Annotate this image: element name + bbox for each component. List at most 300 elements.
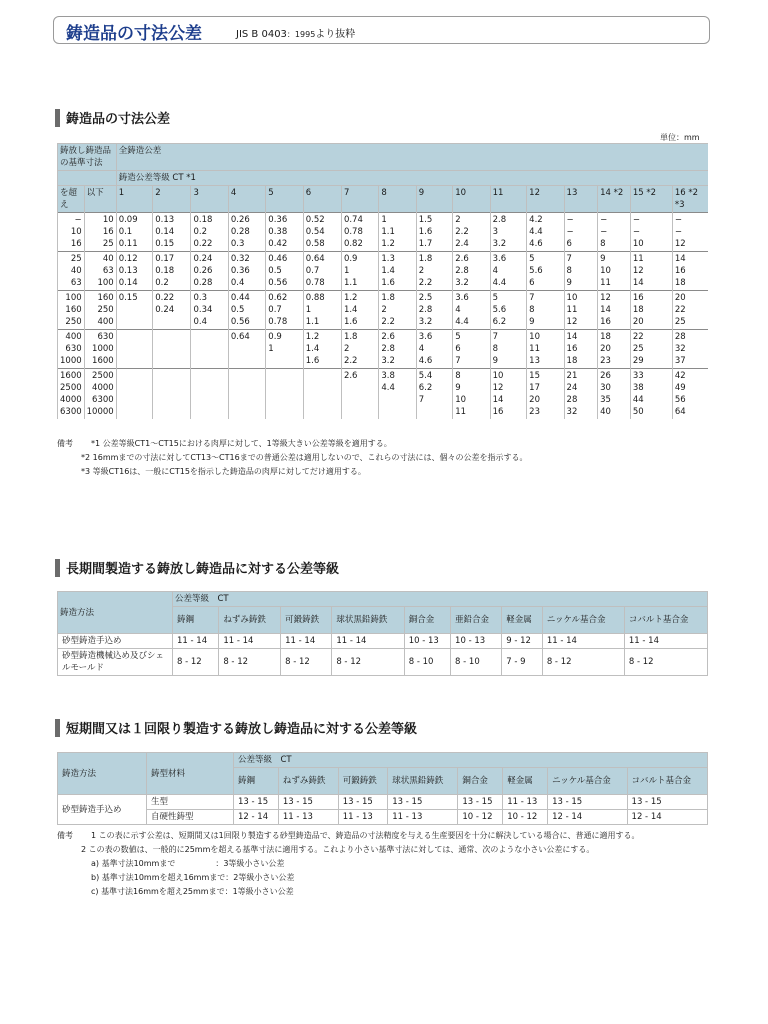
grade-col-header: 3 xyxy=(191,186,228,213)
cell-line: 160 xyxy=(65,305,82,315)
cell-line: 5.4 xyxy=(418,371,433,381)
cell-line: 1.6 xyxy=(343,317,358,327)
cell-line: 18 xyxy=(566,356,578,366)
value-cell: 11 - 13 xyxy=(338,810,388,825)
material-header: 可鍛鋳鉄 xyxy=(281,607,332,634)
cell-line: 1000 xyxy=(60,356,82,366)
grade-header: 鋳造公差等級 CT *1 xyxy=(116,171,708,186)
value-cell: 8 - 12 xyxy=(624,649,707,676)
cell-line: 14 xyxy=(566,332,578,342)
cell-line: 1.6 xyxy=(381,278,395,288)
cell-line: 1 xyxy=(381,215,387,225)
cell-line: 0.9 xyxy=(343,254,358,264)
value-cell xyxy=(672,330,708,369)
upto-cell xyxy=(84,213,116,252)
cell-line: 0.88 xyxy=(305,293,325,303)
over-cell xyxy=(58,252,85,291)
cell-line: 1.8 xyxy=(343,332,358,342)
value-cell: 11 - 14 xyxy=(281,634,332,649)
cell-line: 6 xyxy=(566,239,572,249)
value-cell: 8 - 12 xyxy=(542,649,624,676)
cell-line: 0.24 xyxy=(193,254,213,264)
cell-line: 0.26 xyxy=(230,215,250,225)
cell-line: 0.14 xyxy=(118,278,138,288)
table-row-group xyxy=(58,330,709,369)
header-row xyxy=(58,171,709,186)
cell-line: 25 xyxy=(70,254,82,264)
subtitle-tail: より抜粋 xyxy=(315,29,356,40)
value-cell xyxy=(416,213,453,252)
cell-line: 26 xyxy=(600,371,611,381)
cell-line: 0.5 xyxy=(268,266,282,276)
value-cell xyxy=(228,291,265,330)
value-cell xyxy=(379,252,416,291)
cell-line: 28 xyxy=(566,395,578,405)
value-cell xyxy=(116,213,153,252)
cell-line: 2.6 xyxy=(455,254,469,264)
note-2: 2 この表の数値は、一般的に25mmを超える基準寸法に適用する。これより小さい基準寸法に対しては、通常、次のような小さい公差にする。 xyxy=(81,845,595,854)
cell-line: 33 xyxy=(632,371,644,381)
cell-line: 25 xyxy=(632,344,644,354)
cell-line: 2.5 xyxy=(418,293,433,303)
cell-line: 4.6 xyxy=(529,239,543,249)
value-cell xyxy=(598,252,631,291)
value-cell xyxy=(453,291,490,330)
grade-col-header: 16 *2 *3 xyxy=(672,186,708,213)
cell-line: 56 xyxy=(674,395,686,405)
method-cell: 砂型鋳造手込め xyxy=(58,634,173,649)
cell-line: 12 xyxy=(566,317,578,327)
cell-line: 20 xyxy=(674,293,686,303)
cell-line: 4.4 xyxy=(381,383,395,393)
cell-line: 0.26 xyxy=(193,266,213,276)
method-cell: 砂型鋳造手込め xyxy=(58,795,147,825)
cell-line: 0.15 xyxy=(118,293,138,303)
value-cell: 8 - 12 xyxy=(281,649,332,676)
blank-header xyxy=(58,171,117,186)
cell-line: 24 xyxy=(566,383,578,393)
cell-line: 2 xyxy=(418,266,425,276)
unit-label: 単位：mm xyxy=(660,133,700,142)
material-header: 軽金属 xyxy=(502,607,543,634)
cell-line: 2 xyxy=(343,344,350,354)
cell-line: 1.1 xyxy=(343,278,358,288)
cell-line: 4.6 xyxy=(418,356,433,366)
cell-line: 250 xyxy=(65,317,82,327)
value-cell xyxy=(453,369,490,420)
value-cell: 8 - 10 xyxy=(404,649,450,676)
value-cell: 13 - 15 xyxy=(627,795,707,810)
cell-line: 13 xyxy=(529,356,540,366)
value-cell xyxy=(598,213,631,252)
value-cell: 12 - 14 xyxy=(627,810,707,825)
value-cell xyxy=(341,252,378,291)
note-b: b) 基準寸法10mmを超え16mmまで：2等級小さい公差 xyxy=(91,873,295,882)
value-cell xyxy=(598,330,631,369)
cell-line: 0.13 xyxy=(118,266,138,276)
value-cell xyxy=(379,291,416,330)
value-cell xyxy=(153,369,191,420)
value-cell xyxy=(564,213,598,252)
grade-col-header: 12 xyxy=(527,186,564,213)
cell-line: 0.64 xyxy=(305,254,325,264)
cell-line: 0.22 xyxy=(193,239,213,249)
value-cell xyxy=(191,330,228,369)
cell-line: 28 xyxy=(674,332,686,342)
material-header: ねずみ鋳鉄 xyxy=(219,607,281,634)
cell-line: 0.52 xyxy=(305,215,325,225)
value-cell: 11 - 13 xyxy=(278,810,338,825)
upto-cell xyxy=(84,252,116,291)
cell-line: 400 xyxy=(97,317,114,327)
value-cell xyxy=(527,291,564,330)
value-cell xyxy=(630,213,672,252)
cell-line: 4.4 xyxy=(529,227,543,237)
heading-bar xyxy=(55,719,60,737)
cell-line: 20 xyxy=(632,317,644,327)
cell-line: 14 xyxy=(600,305,611,315)
header-row xyxy=(58,144,709,171)
value-cell: 11 - 14 xyxy=(624,634,707,649)
cell-line: 16 xyxy=(492,407,504,417)
heading-bar xyxy=(55,109,60,127)
section-heading-2: 長期間製造する鋳放し鋳造品に対する公差等級 xyxy=(55,558,339,577)
value-cell xyxy=(630,252,672,291)
value-cell xyxy=(672,369,708,420)
cell-line: 0.1 xyxy=(118,227,133,237)
cell-line: 9 xyxy=(566,278,572,288)
cell-line: 0.22 xyxy=(155,293,175,303)
mold-header: 鋳型材料 xyxy=(147,753,234,795)
cell-line: 1.1 xyxy=(305,317,320,327)
value-cell xyxy=(527,330,564,369)
cell-line: 12 xyxy=(492,383,504,393)
cell-line: 5 xyxy=(492,293,499,303)
cell-line: 16 xyxy=(674,266,686,276)
value-cell: 10 - 13 xyxy=(404,634,450,649)
cell-line: 2.2 xyxy=(455,227,469,237)
value-cell xyxy=(527,369,564,420)
section-heading-3: 短期間又は１回限り製造する鋳放し鋳造品に対する公差等級 xyxy=(55,718,417,737)
cell-line: 1.8 xyxy=(381,293,395,303)
value-cell: 11 - 14 xyxy=(332,634,404,649)
cell-line: 1.8 xyxy=(418,254,433,264)
cell-line: 2500 xyxy=(92,371,114,381)
grade-col-header: 9 xyxy=(416,186,453,213)
value-cell xyxy=(564,369,598,420)
cell-line: 37 xyxy=(674,356,686,366)
cell-line: 1.5 xyxy=(418,215,433,225)
value-cell: 13 - 15 xyxy=(548,795,627,810)
mold-cell: 生型 xyxy=(147,795,234,810)
cell-line: 10000 xyxy=(86,407,114,417)
cell-line: 16 xyxy=(566,344,578,354)
material-header: 銅合金 xyxy=(458,768,503,795)
cell-line: 0.36 xyxy=(268,215,288,225)
cell-line: 2500 xyxy=(60,383,82,393)
cell-line: 16 xyxy=(70,239,82,249)
header-row xyxy=(58,592,708,607)
cell-line: 0.78 xyxy=(305,278,325,288)
cell-line: − xyxy=(674,215,682,225)
grade-header: 公差等級 CT xyxy=(173,592,708,607)
tolerance-table xyxy=(57,143,708,419)
cell-line: 21 xyxy=(566,371,578,381)
cell-line: 0.3 xyxy=(230,239,245,249)
cell-line: 8 xyxy=(529,305,535,315)
value-cell: 13 - 15 xyxy=(458,795,503,810)
method-header: 鋳造方法 xyxy=(58,592,173,634)
value-cell xyxy=(672,252,708,291)
cell-line: 0.78 xyxy=(343,227,363,237)
cell-line: 3.6 xyxy=(455,293,469,303)
value-cell xyxy=(191,252,228,291)
cell-line: 7 xyxy=(492,332,499,342)
value-cell xyxy=(564,252,598,291)
cell-line: 1.7 xyxy=(418,239,433,249)
cell-line: 14 xyxy=(632,278,644,288)
cell-line: 0.74 xyxy=(343,215,363,225)
cell-line: 1.4 xyxy=(381,266,395,276)
value-cell xyxy=(490,252,527,291)
value-cell xyxy=(453,330,490,369)
cell-line: 400 xyxy=(65,332,82,342)
notes-label: 備考 xyxy=(57,439,73,448)
cell-line: 11 xyxy=(566,305,578,315)
value-cell xyxy=(490,369,527,420)
value-cell xyxy=(266,369,303,420)
value-cell xyxy=(564,291,598,330)
section-heading-1: 鋳造品の寸法公差 xyxy=(55,108,170,127)
cell-line: 8 xyxy=(492,344,499,354)
value-cell: 12 - 14 xyxy=(234,810,279,825)
cell-line: 1600 xyxy=(60,371,82,381)
material-header: 軽金属 xyxy=(503,768,548,795)
cell-line: 630 xyxy=(97,332,114,342)
cell-line: 1.3 xyxy=(381,254,395,264)
table-row xyxy=(58,810,708,825)
heading-bar xyxy=(55,559,60,577)
cell-line: 7 xyxy=(418,395,425,405)
cell-line: 0.56 xyxy=(230,317,250,327)
table-row-group xyxy=(58,213,709,252)
cell-line: 6300 xyxy=(60,407,82,417)
value-cell xyxy=(266,330,303,369)
cell-line: 4.4 xyxy=(492,278,507,288)
value-cell xyxy=(303,252,341,291)
page-subtitle xyxy=(236,25,355,40)
value-cell xyxy=(191,213,228,252)
cell-line: 0.34 xyxy=(193,305,213,315)
mold-cell: 自硬性鋳型 xyxy=(147,810,234,825)
cell-line: 32 xyxy=(674,344,686,354)
cell-line: 4000 xyxy=(92,383,114,393)
table-row xyxy=(58,634,708,649)
cell-line: 9 xyxy=(455,383,461,393)
value-cell xyxy=(116,369,153,420)
material-header: ねずみ鋳鉄 xyxy=(278,768,338,795)
value-cell xyxy=(416,330,453,369)
cell-line: 2.8 xyxy=(381,344,395,354)
note-c: c) 基準寸法16mmを超え25mmまで：1等級小さい公差 xyxy=(91,887,294,896)
value-cell xyxy=(416,369,453,420)
cell-line: 0.4 xyxy=(230,278,245,288)
cell-line: 2.4 xyxy=(455,239,469,249)
material-header: 亜鉛合金 xyxy=(451,607,502,634)
material-header: 球状黒鉛鋳鉄 xyxy=(332,607,404,634)
value-cell xyxy=(490,330,527,369)
cell-line: 0.56 xyxy=(268,278,288,288)
cell-line: 0.12 xyxy=(118,254,138,264)
grade-col-header: 11 xyxy=(490,186,527,213)
cell-line: 11 xyxy=(600,278,611,288)
cell-line: 6 xyxy=(529,278,535,288)
note-1: *1 公差等級CT1〜CT15における肉厚に対して、1等級大きい公差等級を適用する。 xyxy=(91,439,392,448)
cell-line: 0.38 xyxy=(268,227,288,237)
cell-line: 63 xyxy=(102,266,114,276)
cell-line: 2.8 xyxy=(455,266,469,276)
value-cell xyxy=(153,291,191,330)
value-cell xyxy=(672,291,708,330)
cell-line: 3.2 xyxy=(455,278,469,288)
grade-header: 公差等級 CT xyxy=(234,753,708,768)
cell-line: 18 xyxy=(632,305,644,315)
cell-line: 0.17 xyxy=(155,254,175,264)
cell-line: − xyxy=(566,227,574,237)
over-cell xyxy=(58,330,85,369)
short-term-table xyxy=(57,752,708,825)
value-cell: 8 - 10 xyxy=(451,649,502,676)
cell-line: 5 xyxy=(455,332,461,342)
cell-line: 4 xyxy=(455,305,461,315)
cell-line: 11 xyxy=(455,407,467,417)
material-header: 銅合金 xyxy=(404,607,450,634)
cell-line: − xyxy=(674,227,682,237)
upto-cell xyxy=(84,369,116,420)
cell-line: 22 xyxy=(632,332,644,342)
value-cell xyxy=(416,252,453,291)
cell-line: 1.6 xyxy=(305,356,320,366)
method-header: 鋳造方法 xyxy=(58,753,147,795)
cell-line: 3.6 xyxy=(418,332,433,342)
value-cell xyxy=(266,213,303,252)
grade-col-header: 1 xyxy=(116,186,153,213)
grade-col-header: 5 xyxy=(266,186,303,213)
cell-line: 4 xyxy=(492,266,499,276)
cell-line: 2.2 xyxy=(381,317,395,327)
cell-line: 2.8 xyxy=(418,305,433,315)
cell-line: 4.4 xyxy=(455,317,469,327)
cell-line: 6.2 xyxy=(418,383,433,393)
cell-line: 40 xyxy=(70,266,82,276)
all-tolerance-header: 全鋳造公差 xyxy=(116,144,708,171)
cell-line: 38 xyxy=(632,383,644,393)
method-cell: 砂型鋳造機械込め及びシェルモールド xyxy=(58,649,173,676)
notes-3 xyxy=(57,829,707,899)
over-cell xyxy=(58,291,85,330)
value-cell: 8 - 12 xyxy=(173,649,219,676)
cell-line: 7 xyxy=(529,293,535,303)
note-3: *3 等級CT16は、一般にCT15を指示した鋳造品の肉厚に対してだけ適用する。 xyxy=(81,467,366,476)
cell-line: 3.2 xyxy=(492,239,507,249)
cell-line: 10 xyxy=(632,239,644,249)
material-header: ニッケル基合金 xyxy=(548,768,627,795)
cell-line: 10 xyxy=(600,266,611,276)
cell-line: 0.15 xyxy=(155,239,175,249)
cell-line: 0.58 xyxy=(305,239,325,249)
upto-cell xyxy=(84,291,116,330)
material-header: 鋳鋼 xyxy=(173,607,219,634)
cell-line: 16 xyxy=(632,293,644,303)
cell-line: 5.6 xyxy=(529,266,543,276)
cell-line: 32 xyxy=(566,407,578,417)
value-cell xyxy=(228,369,265,420)
grade-col-header: 7 xyxy=(341,186,378,213)
value-cell xyxy=(341,330,378,369)
cell-line: 9 xyxy=(529,317,535,327)
cell-line: 18 xyxy=(600,332,611,342)
cell-line: 10 xyxy=(102,215,114,225)
cell-line: 0.5 xyxy=(230,305,245,315)
cell-line: 23 xyxy=(600,356,611,366)
value-cell xyxy=(490,213,527,252)
cell-line: 1 xyxy=(343,266,350,276)
value-cell: 11 - 14 xyxy=(219,634,281,649)
material-header: コバルト基合金 xyxy=(627,768,707,795)
cell-line: 3.2 xyxy=(418,317,433,327)
value-cell xyxy=(153,252,191,291)
cell-line: 14 xyxy=(492,395,504,405)
value-cell xyxy=(153,330,191,369)
cell-line: 10 xyxy=(455,395,467,405)
cell-line: 0.78 xyxy=(268,317,288,327)
cell-line: 1.6 xyxy=(418,227,433,237)
cell-line: 17 xyxy=(529,383,540,393)
value-cell: 13 - 15 xyxy=(338,795,388,810)
cell-line: 0.82 xyxy=(343,239,363,249)
cell-line: 9 xyxy=(600,254,606,264)
value-cell xyxy=(490,291,527,330)
value-cell xyxy=(303,330,341,369)
note-1: 1 この表に示す公差は、短期間又は1回限り製造する砂型鋳造品で、鋳造品の寸法精度を与える生産要因を十分に解決している場合に、普通に適用する。 xyxy=(91,831,640,840)
value-cell xyxy=(266,291,303,330)
cell-line: 12 xyxy=(632,266,644,276)
value-cell xyxy=(527,252,564,291)
table-row-group xyxy=(58,291,709,330)
cell-line: 16 xyxy=(600,317,611,327)
value-cell xyxy=(341,291,378,330)
cell-line: 2.6 xyxy=(343,371,358,381)
cell-line: 18 xyxy=(674,278,686,288)
cell-line: 2.6 xyxy=(381,332,395,342)
title-box xyxy=(53,16,710,44)
note-a: a) 基準寸法10mmまで ：3等級小さい公差 xyxy=(91,859,285,868)
cell-line: 35 xyxy=(600,395,611,405)
value-cell: 13 - 15 xyxy=(278,795,338,810)
cell-line: 2.8 xyxy=(492,215,507,225)
cell-line: 1.4 xyxy=(305,344,320,354)
cell-line: 40 xyxy=(600,407,611,417)
cell-line: 1 xyxy=(305,305,312,315)
cell-line: 1.2 xyxy=(343,293,358,303)
material-header: 可鍛鋳鉄 xyxy=(338,768,388,795)
cell-line: 0.9 xyxy=(268,332,282,342)
cell-line: 1.1 xyxy=(381,227,395,237)
cell-line: 12 xyxy=(600,293,611,303)
cell-line: 0.09 xyxy=(118,215,138,225)
standard-year: ：1995 xyxy=(286,30,316,39)
value-cell xyxy=(266,252,303,291)
